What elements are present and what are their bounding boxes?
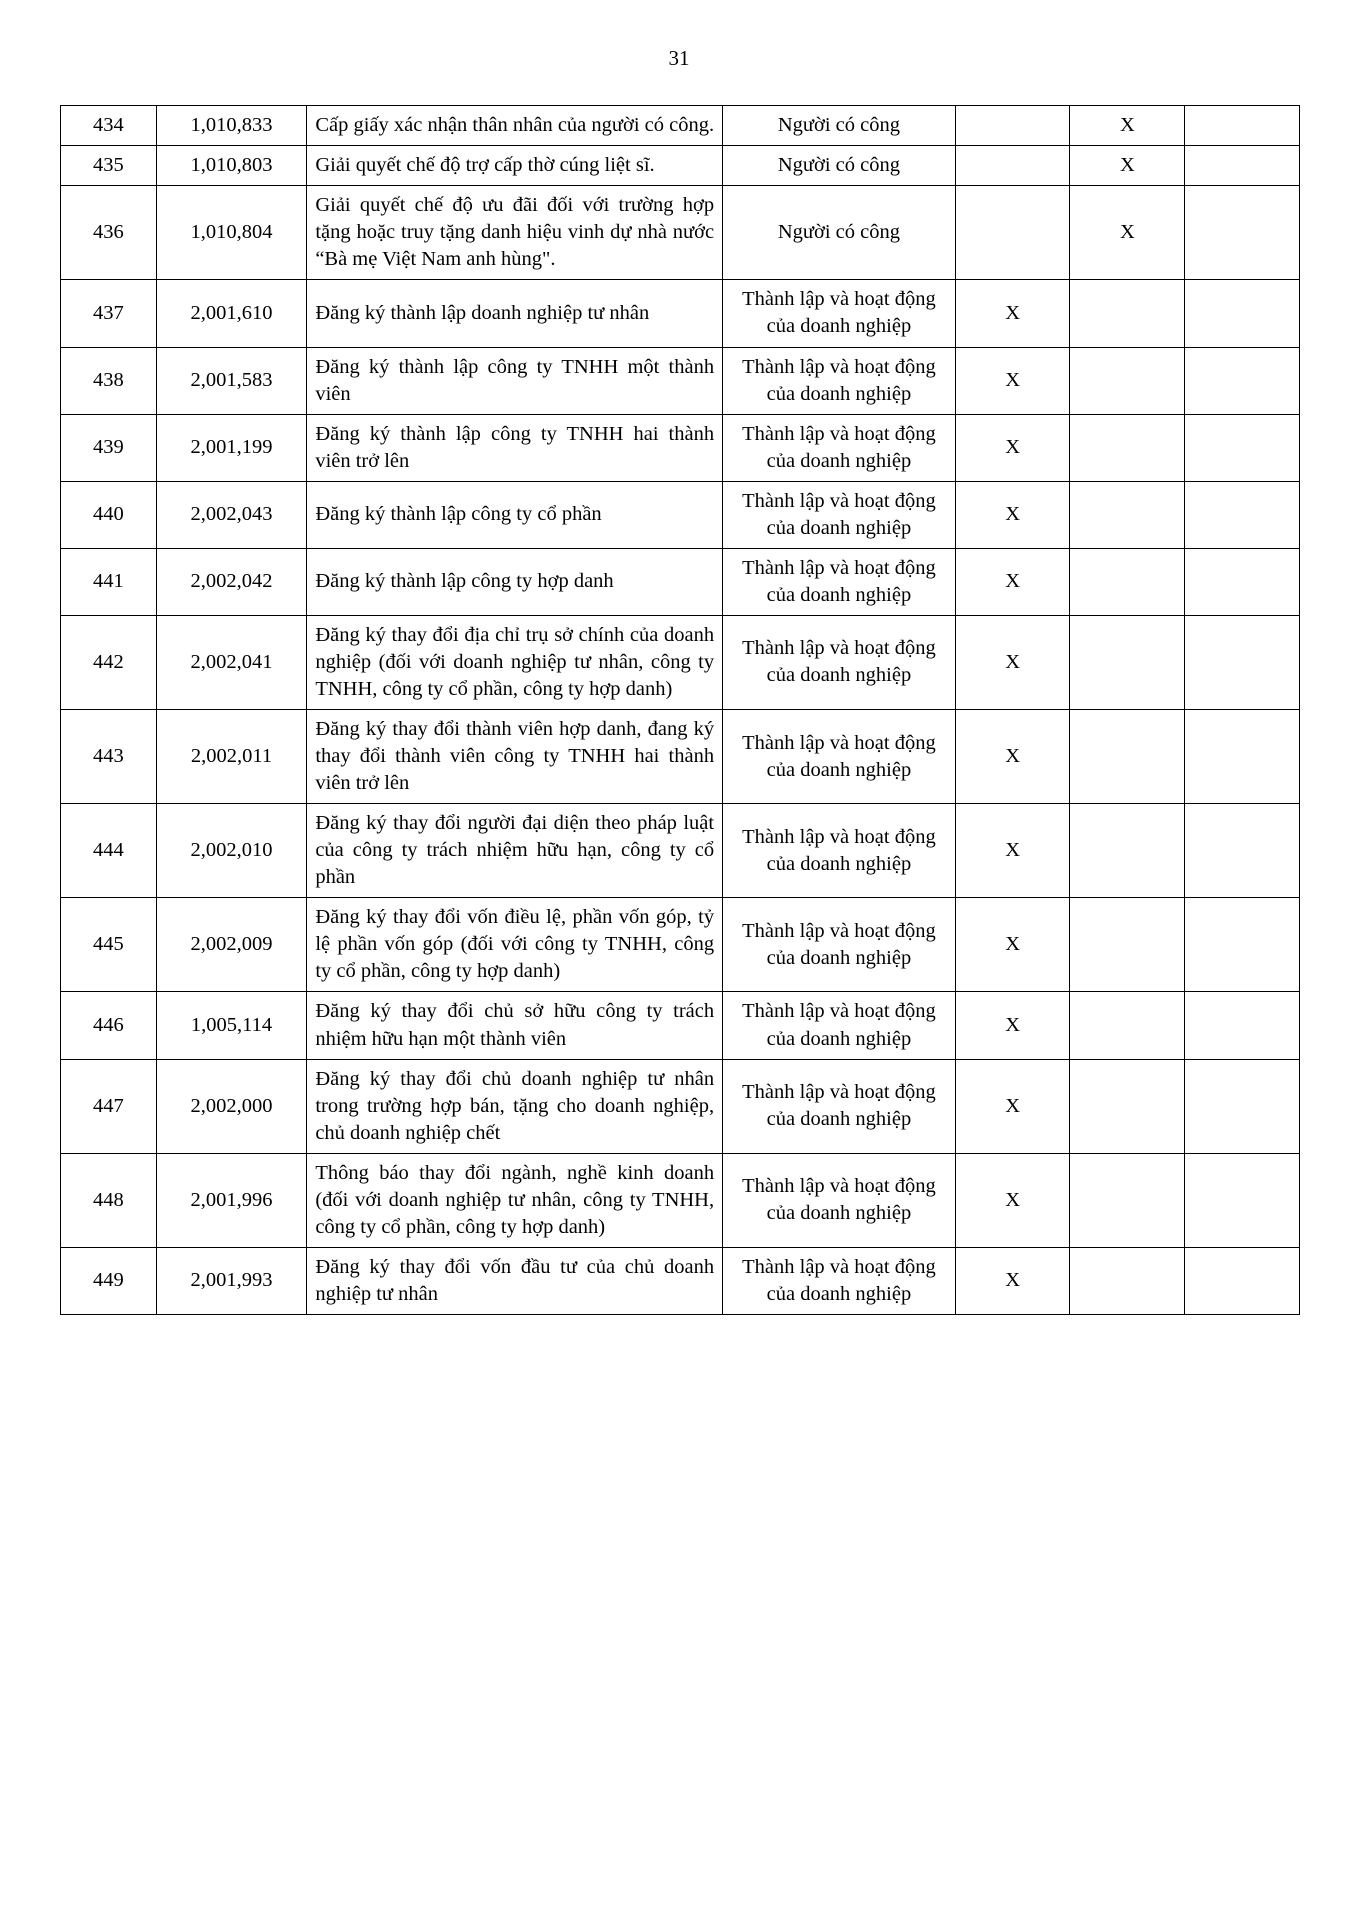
cell-group: Thành lập và hoạt động của doanh nghiệp [723, 992, 956, 1059]
table-row [61, 548, 1300, 615]
cell-mark-3 [1185, 548, 1300, 615]
cell-procedure-name: Đăng ký thành lập công ty TNHH hai thành viên trở lên [307, 414, 723, 481]
cell-procedure-name: Đăng ký thành lập công ty cổ phần [307, 481, 723, 548]
cell-mark-3 [1185, 992, 1300, 1059]
cell-mark-1 [955, 146, 1070, 186]
table-row [61, 615, 1300, 709]
cell-code: 2,001,199 [156, 414, 307, 481]
table-row [61, 804, 1300, 898]
cell-procedure-name: Đăng ký thay đổi vốn điều lệ, phần vốn góp, tỷ lệ phần vốn góp (đối với công ty TNHH, công ty cổ phần, công ty hợp danh) [307, 898, 723, 992]
cell-code: 2,001,996 [156, 1153, 307, 1247]
cell-stt: 446 [61, 992, 157, 1059]
cell-procedure-name: Đăng ký thành lập công ty TNHH một thành viên [307, 347, 723, 414]
cell-stt: 447 [61, 1059, 157, 1153]
table-row [61, 1247, 1300, 1314]
cell-code: 2,002,000 [156, 1059, 307, 1153]
cell-mark-2 [1070, 347, 1185, 414]
cell-group: Thành lập và hoạt động của doanh nghiệp [723, 615, 956, 709]
cell-mark-3 [1185, 347, 1300, 414]
cell-stt: 437 [61, 280, 157, 347]
cell-mark-1: X [955, 615, 1070, 709]
cell-code: 2,001,583 [156, 347, 307, 414]
cell-group: Thành lập và hoạt động của doanh nghiệp [723, 710, 956, 804]
cell-mark-3 [1185, 615, 1300, 709]
cell-stt: 435 [61, 146, 157, 186]
cell-code: 2,002,009 [156, 898, 307, 992]
cell-mark-1: X [955, 992, 1070, 1059]
cell-mark-1: X [955, 414, 1070, 481]
cell-stt: 449 [61, 1247, 157, 1314]
cell-mark-1: X [955, 710, 1070, 804]
cell-code: 1,010,833 [156, 106, 307, 146]
cell-mark-3 [1185, 710, 1300, 804]
table-row [61, 710, 1300, 804]
cell-mark-2: X [1070, 106, 1185, 146]
cell-group: Người có công [723, 146, 956, 186]
cell-stt: 439 [61, 414, 157, 481]
cell-procedure-name: Cấp giấy xác nhận thân nhân của người có công. [307, 106, 723, 146]
cell-mark-1 [955, 106, 1070, 146]
cell-mark-2 [1070, 1153, 1185, 1247]
cell-stt: 434 [61, 106, 157, 146]
cell-mark-2 [1070, 481, 1185, 548]
cell-stt: 445 [61, 898, 157, 992]
cell-mark-1: X [955, 898, 1070, 992]
cell-group: Thành lập và hoạt động của doanh nghiệp [723, 548, 956, 615]
cell-group: Thành lập và hoạt động của doanh nghiệp [723, 414, 956, 481]
cell-mark-3 [1185, 186, 1300, 280]
cell-mark-3 [1185, 804, 1300, 898]
cell-mark-2 [1070, 414, 1185, 481]
cell-procedure-name: Đăng ký thành lập doanh nghiệp tư nhân [307, 280, 723, 347]
cell-code: 2,001,610 [156, 280, 307, 347]
cell-stt: 438 [61, 347, 157, 414]
cell-mark-2 [1070, 992, 1185, 1059]
cell-group: Thành lập và hoạt động của doanh nghiệp [723, 1247, 956, 1314]
table-row [61, 347, 1300, 414]
cell-group: Người có công [723, 106, 956, 146]
cell-group: Thành lập và hoạt động của doanh nghiệp [723, 804, 956, 898]
cell-stt: 440 [61, 481, 157, 548]
cell-mark-1: X [955, 280, 1070, 347]
cell-group: Thành lập và hoạt động của doanh nghiệp [723, 347, 956, 414]
table-row [61, 280, 1300, 347]
cell-mark-1: X [955, 1059, 1070, 1153]
cell-code: 1,010,803 [156, 146, 307, 186]
cell-procedure-name: Đăng ký thành lập công ty hợp danh [307, 548, 723, 615]
cell-stt: 444 [61, 804, 157, 898]
table-row [61, 146, 1300, 186]
table-row [61, 992, 1300, 1059]
cell-mark-2 [1070, 710, 1185, 804]
cell-procedure-name: Thông báo thay đổi ngành, nghề kinh doanh (đối với doanh nghiệp tư nhân, công ty TNHH, công ty cổ phần, công ty hợp danh) [307, 1153, 723, 1247]
table-row [61, 414, 1300, 481]
cell-code: 2,002,011 [156, 710, 307, 804]
cell-code: 2,002,010 [156, 804, 307, 898]
cell-code: 2,002,041 [156, 615, 307, 709]
table-row [61, 481, 1300, 548]
cell-mark-2: X [1070, 146, 1185, 186]
table-row [61, 186, 1300, 280]
cell-mark-1: X [955, 804, 1070, 898]
cell-stt: 436 [61, 186, 157, 280]
cell-mark-3 [1185, 106, 1300, 146]
cell-mark-1: X [955, 347, 1070, 414]
cell-mark-2 [1070, 1059, 1185, 1153]
cell-group: Thành lập và hoạt động của doanh nghiệp [723, 1059, 956, 1153]
cell-procedure-name: Đăng ký thay đổi người đại diện theo pháp luật của công ty trách nhiệm hữu hạn, công ty cổ phần [307, 804, 723, 898]
cell-group: Thành lập và hoạt động của doanh nghiệp [723, 898, 956, 992]
cell-mark-2 [1070, 615, 1185, 709]
cell-procedure-name: Đăng ký thay đổi chủ sở hữu công ty trách nhiệm hữu hạn một thành viên [307, 992, 723, 1059]
cell-group: Thành lập và hoạt động của doanh nghiệp [723, 481, 956, 548]
cell-procedure-name: Đăng ký thay đổi vốn đầu tư của chủ doanh nghiệp tư nhân [307, 1247, 723, 1314]
cell-code: 2,002,043 [156, 481, 307, 548]
table-row [61, 1059, 1300, 1153]
cell-stt: 442 [61, 615, 157, 709]
cell-mark-3 [1185, 1059, 1300, 1153]
cell-mark-1 [955, 186, 1070, 280]
table-body [61, 106, 1300, 1315]
cell-mark-1: X [955, 481, 1070, 548]
cell-procedure-name: Giải quyết chế độ trợ cấp thờ cúng liệt sĩ. [307, 146, 723, 186]
cell-code: 2,001,993 [156, 1247, 307, 1314]
cell-group: Thành lập và hoạt động của doanh nghiệp [723, 1153, 956, 1247]
cell-mark-1: X [955, 1153, 1070, 1247]
cell-code: 1,010,804 [156, 186, 307, 280]
cell-mark-3 [1185, 1153, 1300, 1247]
cell-stt: 443 [61, 710, 157, 804]
cell-stt: 441 [61, 548, 157, 615]
cell-procedure-name: Đăng ký thay đổi chủ doanh nghiệp tư nhân trong trường hợp bán, tặng cho doanh nghiệp, chủ doanh nghiệp chết [307, 1059, 723, 1153]
cell-mark-2 [1070, 548, 1185, 615]
cell-mark-1: X [955, 548, 1070, 615]
cell-mark-2 [1070, 1247, 1185, 1314]
table-row [61, 898, 1300, 992]
cell-mark-3 [1185, 414, 1300, 481]
cell-mark-3 [1185, 146, 1300, 186]
cell-procedure-name: Đăng ký thay đổi thành viên hợp danh, đang ký thay đổi thành viên công ty TNHH hai thành viên trở lên [307, 710, 723, 804]
administrative-procedures-table [60, 105, 1300, 1315]
cell-mark-3 [1185, 898, 1300, 992]
table-row [61, 106, 1300, 146]
cell-code: 1,005,114 [156, 992, 307, 1059]
page-number: 31 [668, 46, 690, 70]
cell-procedure-name: Giải quyết chế độ ưu đãi đối với trường hợp tặng hoặc truy tặng danh hiệu vinh dự nhà nước “Bà mẹ Việt Nam anh hùng". [307, 186, 723, 280]
cell-mark-1: X [955, 1247, 1070, 1314]
cell-code: 2,002,042 [156, 548, 307, 615]
cell-mark-3 [1185, 280, 1300, 347]
cell-mark-2 [1070, 280, 1185, 347]
cell-stt: 448 [61, 1153, 157, 1247]
cell-group: Thành lập và hoạt động của doanh nghiệp [723, 280, 956, 347]
table-row [61, 1153, 1300, 1247]
cell-mark-2 [1070, 804, 1185, 898]
cell-mark-3 [1185, 481, 1300, 548]
cell-procedure-name: Đăng ký thay đổi địa chỉ trụ sở chính của doanh nghiệp (đối với doanh nghiệp tư nhân, công ty TNHH, công ty cổ phần, công ty hợp danh) [307, 615, 723, 709]
cell-mark-2: X [1070, 186, 1185, 280]
cell-group: Người có công [723, 186, 956, 280]
cell-mark-3 [1185, 1247, 1300, 1314]
cell-mark-2 [1070, 898, 1185, 992]
